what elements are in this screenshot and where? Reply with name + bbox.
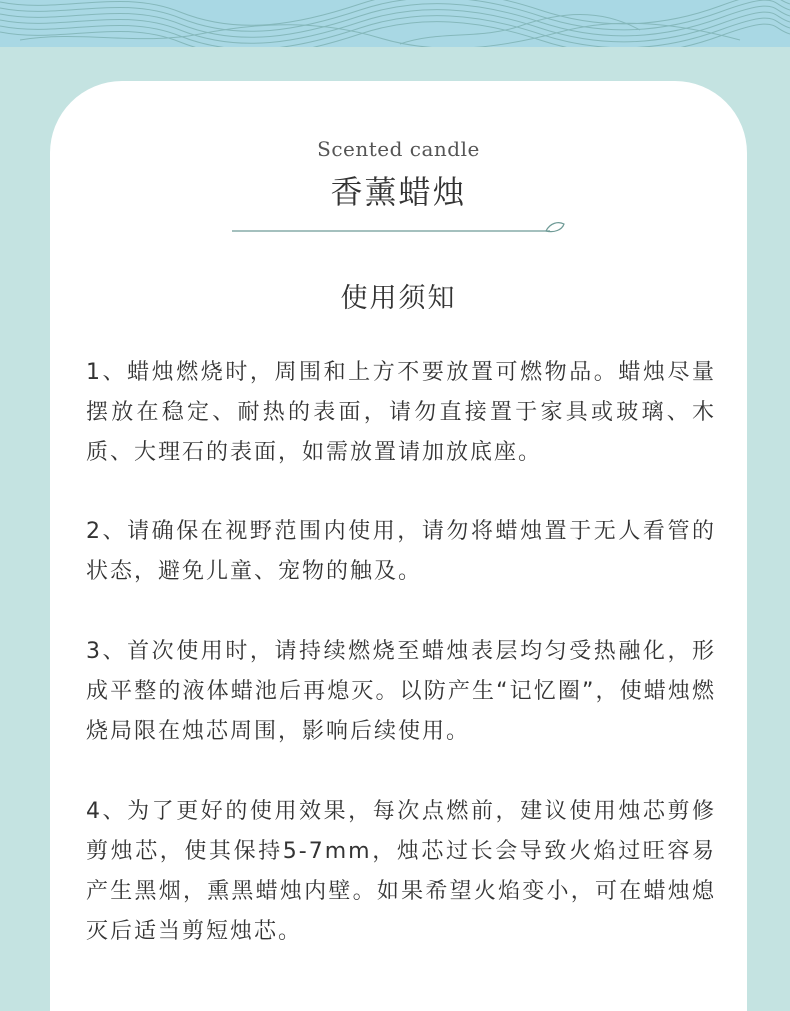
wave-pattern-graphic [0,0,790,47]
usage-note-3: 3、首次使用时，请持续燃烧至蜡烛表层均匀受热融化，形成平整的液体蜡池后再熄灭。以防产生“记忆圈”，使蜡烛燃烧局限在烛芯周围，影响后续使用。 [86,639,716,744]
leaf-divider-icon [232,220,566,236]
decorative-banner [0,0,790,47]
usage-note-2: 2、请确保在视野范围内使用，请勿将蜡烛置于无人看管的状态，避免儿童、宠物的触及。 [86,519,716,584]
page-title: 香薰蜡烛 [330,173,467,211]
section-title: 使用须知 [340,283,457,314]
english-subtitle: Scented candle [317,137,480,161]
usage-note-4: 4、为了更好的使用效果，每次点燃前，建议使用烛芯剪修剪烛芯，使其保持5-7mm，烛芯过长会导致火焰过旺容易产生黑烟，熏黑蜡烛内壁。如果希望火焰变小，可在蜡烛熄灭后适当剪短烛芯。 [86,799,716,944]
usage-note-1: 1、蜡烛燃烧时，周围和上方不要放置可燃物品。蜡烛尽量摆放在稳定、耐热的表面，请勿直接置于家具或玻璃、木质、大理石的表面，如需放置请加放底座。 [86,360,716,465]
content-card [50,81,747,1011]
